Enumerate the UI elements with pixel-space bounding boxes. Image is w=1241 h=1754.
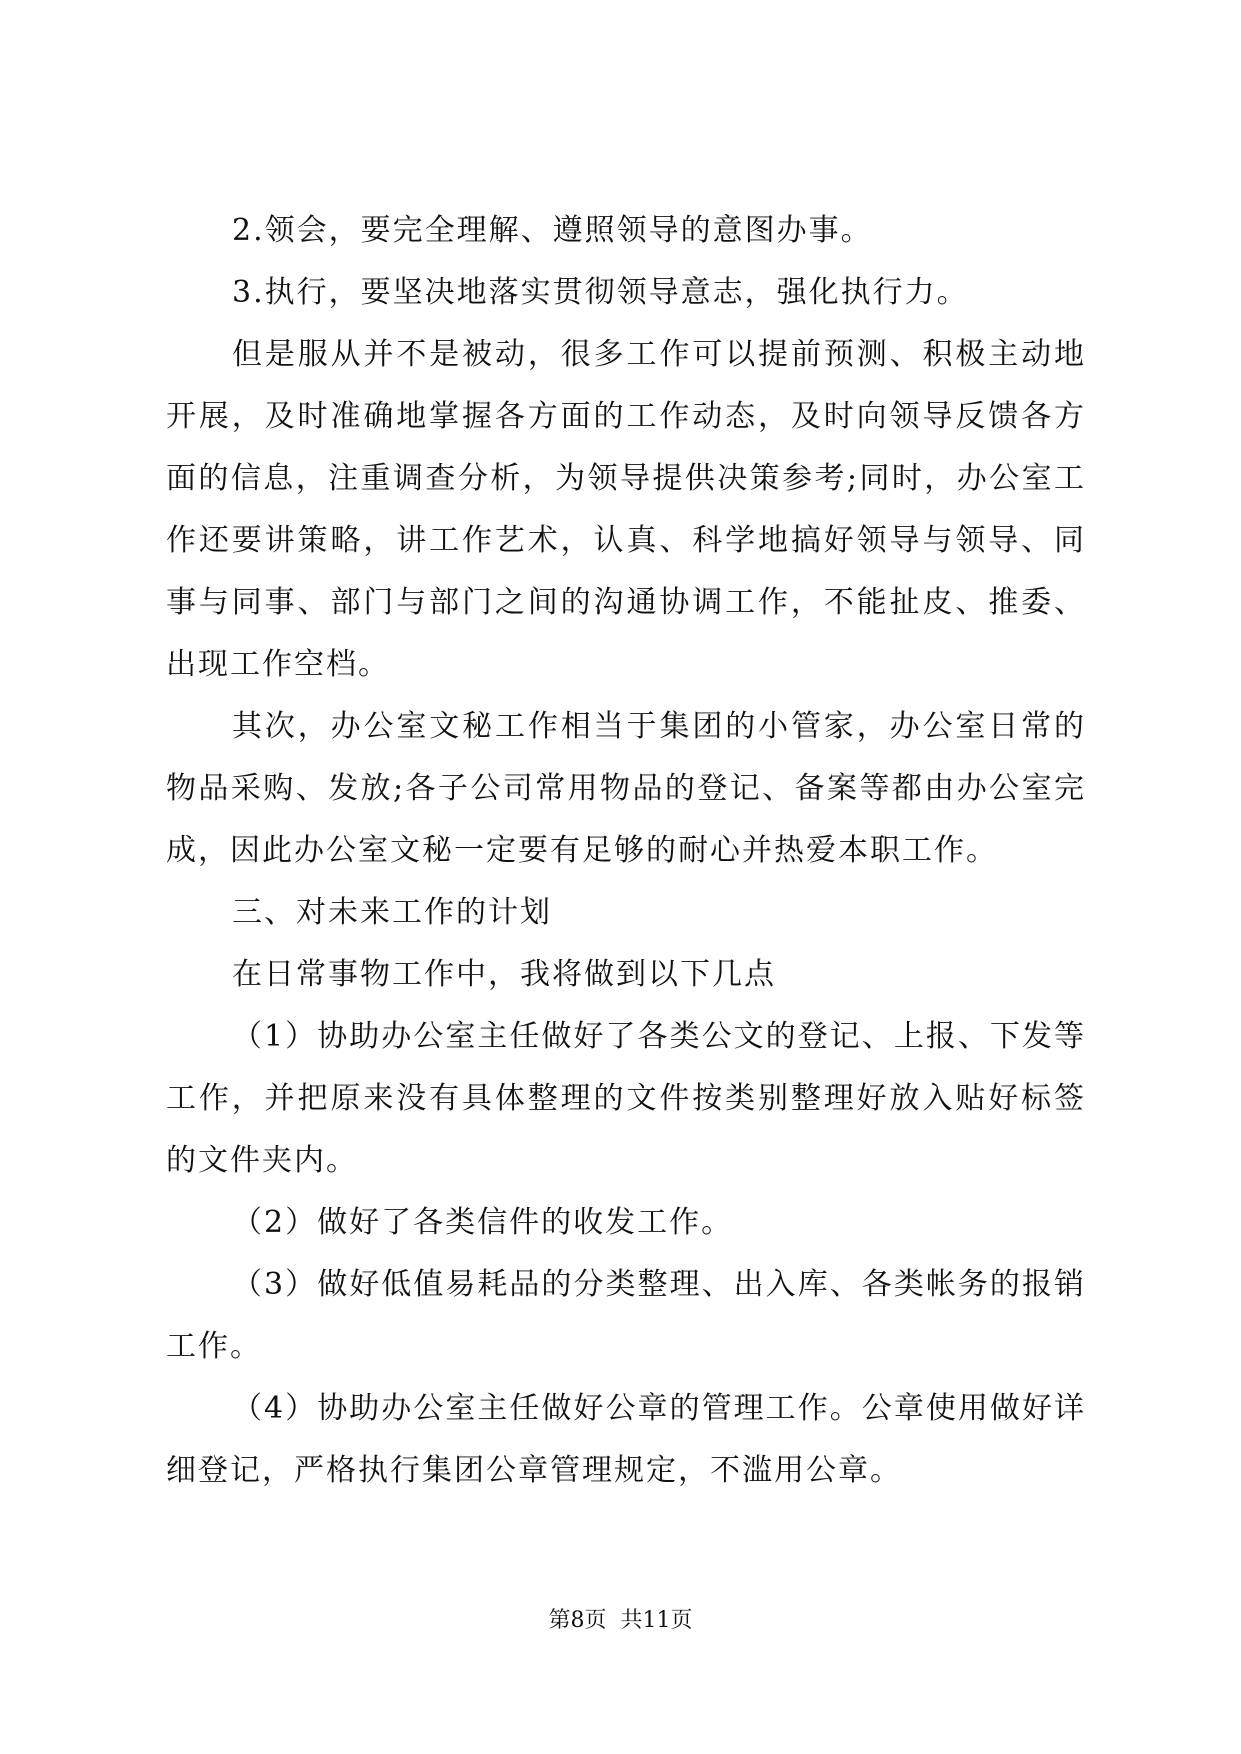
paragraph: 2.领会，要完全理解、遵照领导的意图办事。: [232, 213, 873, 248]
paragraph: 3.执行，要坚决地落实贯彻领导意志，强化执行力。: [232, 275, 969, 310]
section-heading: 三、对未来工作的计划: [232, 895, 552, 930]
document-body: [166, 200, 1086, 1502]
paragraph: 在日常事物工作中，我将做到以下几点: [232, 957, 776, 992]
page-number: 第8页: [548, 1608, 607, 1633]
paragraph: 但是服从并不是被动，很多工作可以提前预测、积极主动地开展，及时准确地掌握各方面的工作动态，及时向领导反馈各方面的信息，注重调查分析，为领导提供决策参考;同时，办公室工作还要讲策略，讲工作艺术，认真、科学地搞好领导与领导、同事与同事、部门与部门之间的沟通协调工作，不能扯皮、推委、出现工作空档。: [166, 337, 1086, 682]
list-item: （3）做好低值易耗品的分类整理、出入库、各类帐务的报销工作。: [166, 1267, 1086, 1364]
page-total: 共11页: [620, 1608, 693, 1633]
list-item: （2）做好了各类信件的收发工作。: [232, 1205, 734, 1240]
page-footer: [0, 1606, 1241, 1636]
paragraph: 其次，办公室文秘工作相当于集团的小管家，办公室日常的物品采购、发放;各子公司常用物品的登记、备案等都由办公室完成，因此办公室文秘一定要有足够的耐心并热爱本职工作。: [166, 709, 1086, 868]
list-item: （1）协助办公室主任做好了各类公文的登记、上报、下发等工作，并把原来没有具体整理的文件按类别整理好放入贴好标签的文件夹内。: [166, 1019, 1086, 1178]
list-item: （4）协助办公室主任做好公章的管理工作。公章使用做好详细登记，严格执行集团公章管理规定，不滥用公章。: [166, 1391, 1086, 1488]
